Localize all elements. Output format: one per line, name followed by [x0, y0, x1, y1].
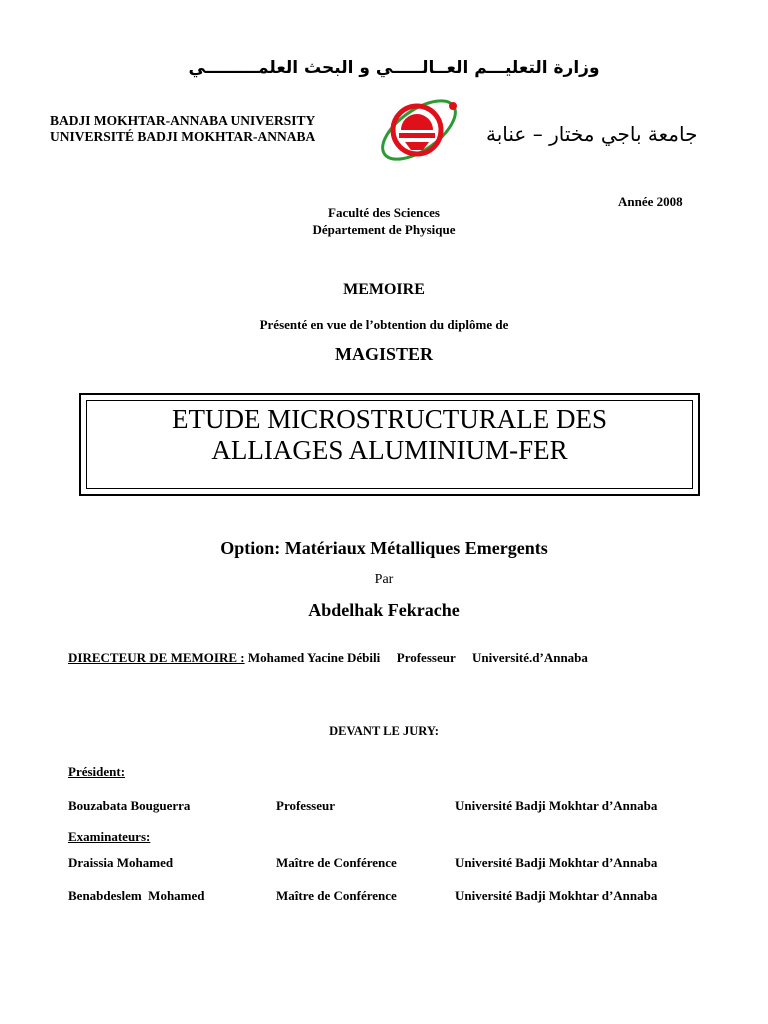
degree: MAGISTER [334, 344, 433, 364]
director-rank: Professeur [396, 650, 456, 665]
director-name: Mohamed Yacine Débili [247, 650, 381, 665]
ministry-header-arabic: وزارة التعليـــم العــالـــــي و البحث العلمـــــــــي [188, 58, 600, 78]
jury-member-institution: Université Badji Mokhtar d’Annaba [455, 855, 658, 870]
jury-member-institution: Université Badji Mokhtar d’Annaba [455, 888, 658, 903]
department-name: Département de Physique [312, 222, 456, 237]
examiners-label: Examinateurs: [68, 829, 151, 844]
director-row [68, 650, 588, 666]
university-name-en: BADJI MOKHTAR-ANNABA UNIVERSITY [50, 113, 316, 128]
author-name: Abdelhak Fekrache [308, 600, 460, 620]
jury-member-institution: Université Badji Mokhtar d’Annaba [455, 798, 658, 813]
thesis-title-line1: ETUDE MICROSTRUCTURALE DES [171, 404, 607, 434]
jury-member-rank: Professeur [276, 798, 335, 813]
thesis-title [81, 404, 698, 466]
jury-member-rank: Maître de Conférence [276, 855, 397, 870]
president-label: Président: [68, 764, 126, 779]
university-name-fr: UNIVERSITÉ BADJI MOKHTAR-ANNABA [50, 129, 316, 144]
document-type: MEMOIRE [343, 281, 425, 298]
jury-title: DEVANT LE JURY: [329, 724, 439, 738]
logo-dot [449, 102, 457, 110]
thesis-title-line2: ALLIAGES ALUMINIUM-FER [211, 435, 568, 465]
university-logo [375, 92, 465, 164]
title-frame [79, 393, 700, 496]
faculty-name: Faculté des Sciences [328, 205, 440, 220]
director-institution: Université.d’Annaba [471, 650, 588, 665]
presented-for: Présenté en vue de l’obtention du diplôme de [259, 317, 509, 332]
option: Option: Matériaux Métalliques Emergents [220, 538, 548, 558]
jury-member-name: Benabdeslem Mohamed [68, 888, 205, 903]
faculty-block [0, 204, 768, 238]
by-label: Par [374, 572, 394, 587]
university-name-ar: جامعة باجي مختار – عنابة [486, 122, 698, 146]
director-label: DIRECTEUR DE MEMOIRE : [68, 650, 245, 665]
logo-red-bar [399, 133, 435, 138]
jury-member-rank: Maître de Conférence [276, 888, 397, 903]
university-names [50, 113, 315, 145]
jury-member-name: Bouzabata Bouguerra [68, 798, 191, 813]
year: Année 2008 [618, 194, 683, 209]
jury-member-name: Draissia Mohamed [68, 855, 174, 870]
